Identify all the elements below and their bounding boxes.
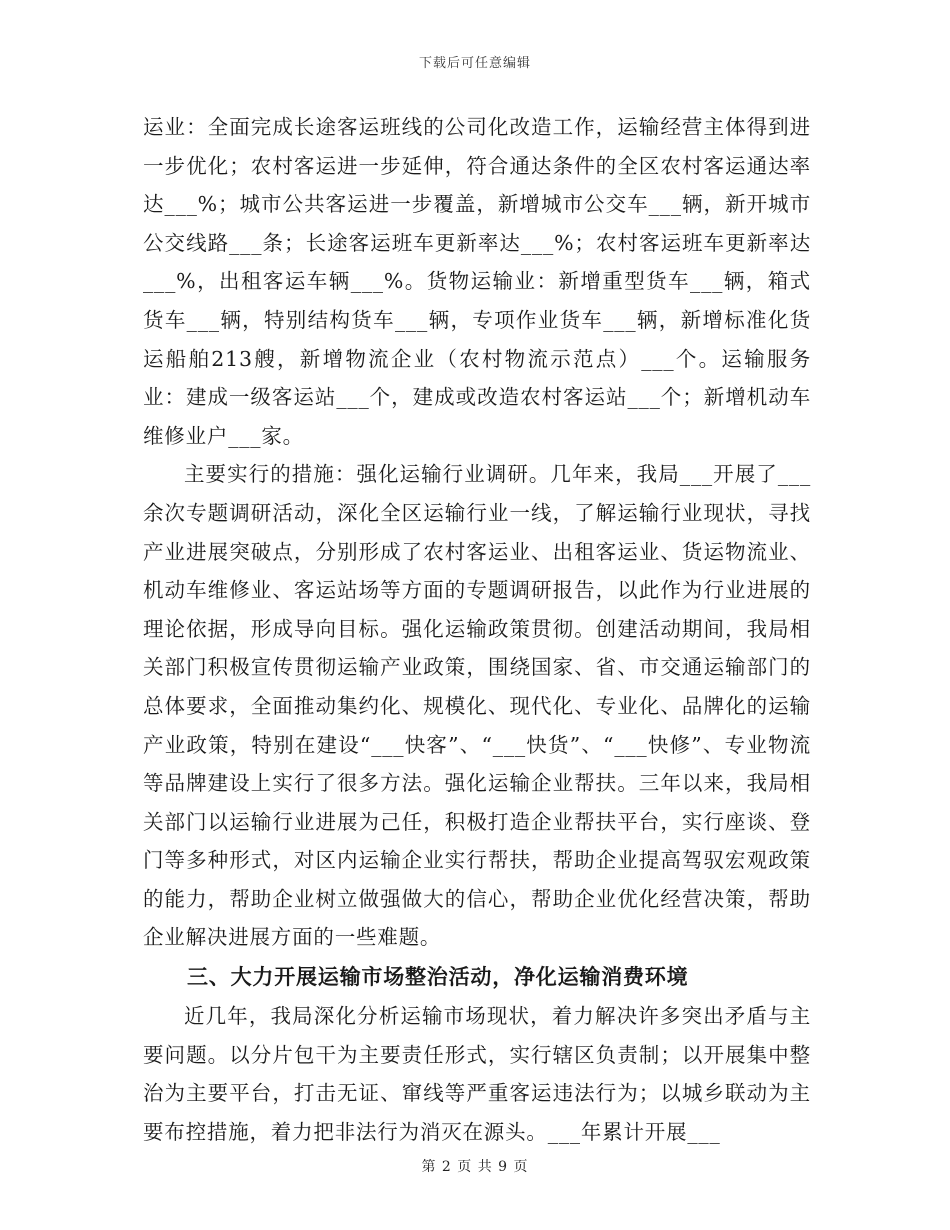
section-heading-3: 三、大力开展运输市场整治活动，净化运输消费环境 [187,964,689,990]
page-footer: 第 2 页 共 9 页 [421,1159,529,1175]
page-header: 下载后可任意编辑 [418,56,531,71]
document-body [143,108,811,1151]
paragraph-main-measures: 主要实行的措施：强化运输行业调研。几年来，我局___开展了___余次专题调研活动，深化全区运输行业一线，了解运输行业现状，寻找产业进展突破点，分别形成了农村客运业、出租客运业、货运物流业、机动车维修业、客运站场等方面的专题调研报告，以此作为行业进展的理论依据，形成导向目标。强化运输政策贯彻。创建活动期间，我局相关部门积极宣传贯彻运输产业政策，围绕国家、省、市交通运输部门的总体要求，全面推动集约化、规模化、现代化、专业化、品牌化的运输产业政策，特别在建设“___快客”、“___快货”、“___快修”、专业物流等品牌建设上实行了很多方法。强化运输企业帮扶。三年以来，我局相关部门以运输行业进展为己任，积极打造企业帮扶平台，实行座谈、登门等多种形式，对区内运输企业实行帮扶，帮助企业提高驾驭宏观政策的能力，帮助企业树立做强做大的信心，帮助企业优化经营决策，帮助企业解决进展方面的一些难题。 [143,462,811,950]
paragraph-transport-results: 运业：全面完成长途客运班线的公司化改造工作，运输经营主体得到进一步优化；农村客运进一步延伸，符合通达条件的全区农村客运通达率达___%；城市公共客运进一步覆盖，新增城市公交车___辆，新开城市公交线路___条；长途客运班车更新率达___%；农村客运班车更新率达___%，出租客运车辆___%。货物运输业：新增重型货车___辆，箱式货车___辆，特别结构货车___辆，专项作业货车___辆，新增标准化货运船舶213艘，新增物流企业（农村物流示范点）___个。运输服务业：建成一级客运站___个，建成或改造农村客运站___个；新增机动车维修业户___家。 [143,115,811,448]
paragraph-market-rectification: 近几年，我局深化分析运输市场现状，着力解决许多突出矛盾与主要问题。以分片包干为主要责任形式，实行辖区负责制；以开展集中整治为主要平台，打击无证、窜线等严重客运违法行为；以城乡联动为主要布控措施，着力把非法行为消灭在源头。___年累计开展___ [143,1004,811,1144]
